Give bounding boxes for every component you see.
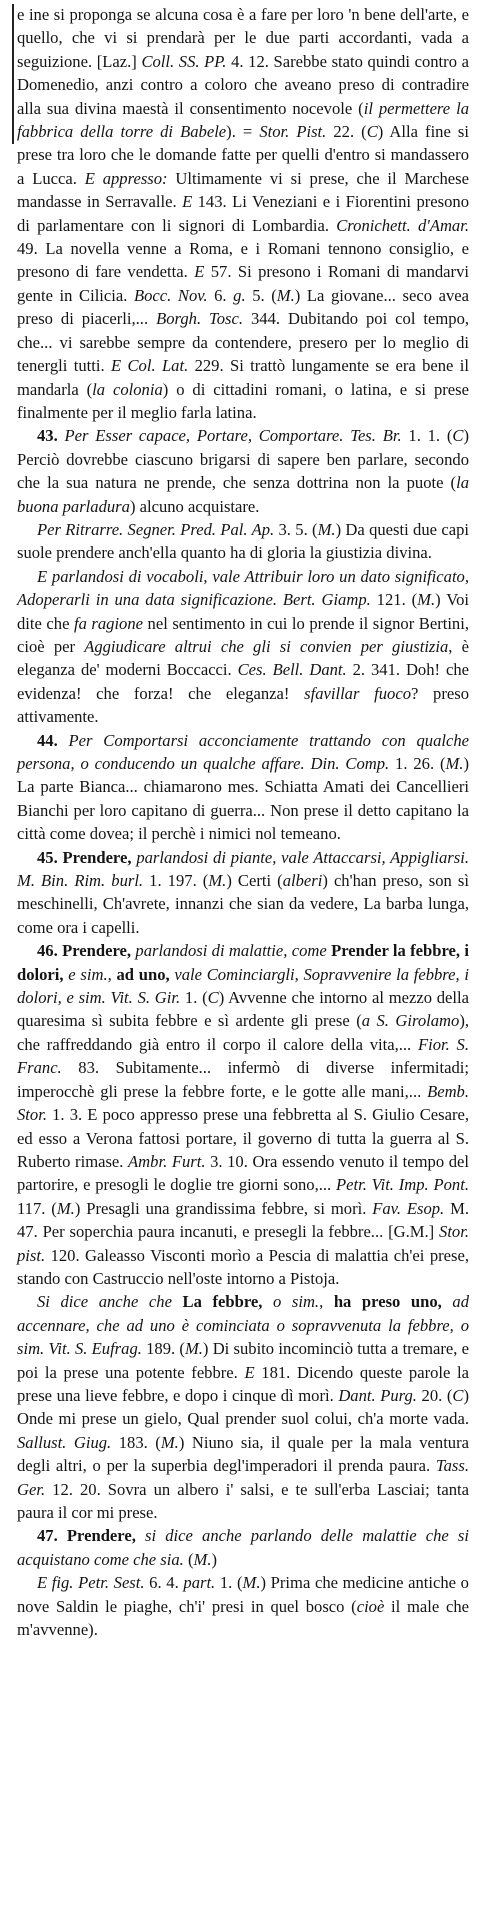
italic-text: M. xyxy=(445,754,464,773)
italic-text: M. xyxy=(242,1573,261,1593)
body-text: ( xyxy=(183,1549,194,1569)
body-text: ) alcuno acquistare. xyxy=(129,496,260,516)
body-text: ) o di cittadini romani, o latina, e si prese finalmente per il meglio farla latina. xyxy=(17,379,469,422)
italic-text: Fior. S. Franc. xyxy=(17,1034,469,1078)
italic-text: E Col. Lat. xyxy=(110,356,189,376)
italic-text: E parlandosi di vocaboli, vale Attribuir loro un dato significato, Adoperarli in una data significazione. Bert. Giamp. xyxy=(17,566,469,610)
headword: La febbre, xyxy=(171,1292,273,1312)
italic-text: si dice anche parlando delle malattie che si acquistano come che sia. xyxy=(17,1526,469,1569)
body-text: 1. ( xyxy=(215,1573,243,1593)
entry-paragraph xyxy=(17,424,469,518)
italic-text: Ambr. Furt. xyxy=(128,1151,206,1171)
column-rule xyxy=(12,4,14,144)
body-text: 1. 197. ( xyxy=(143,871,209,891)
body-text: ) Certi ( xyxy=(226,871,283,891)
body-text: ) Avvenne che intorno al mezzo della quaresima sì subita febbre e sì ardente gli prese ( xyxy=(17,988,469,1031)
dictionary-entries xyxy=(17,3,469,1641)
headword: ha preso uno, xyxy=(323,1292,453,1312)
body-text: 183. ( xyxy=(111,1432,161,1452)
body-text: 121. ( xyxy=(370,590,418,610)
italic-text: Per Ritrarre. Segner. Pred. Pal. Ap. xyxy=(37,519,275,539)
italic-text: Fav. Esop. xyxy=(372,1198,445,1218)
italic-text: E xyxy=(182,192,193,212)
body-text: 229. Si trattò lungamente se era bene il mandarla ( xyxy=(17,356,469,399)
headword: Prender la febbre, i dolori, xyxy=(17,941,470,984)
body-text: ) Da questi due capi suole prendere anch'ella quanto ha di gloria la giustizia divina. xyxy=(17,519,469,563)
italic-text: Cronichett. d'Amar. xyxy=(336,215,469,235)
italic-text: la buona parladura xyxy=(17,473,469,516)
italic-text: E xyxy=(244,1362,255,1382)
italic-text: E appresso: xyxy=(84,168,168,188)
body-text: il male che m'avvenne). xyxy=(17,1596,469,1640)
italic-text: M. xyxy=(56,1198,75,1218)
body-text: 22. ( xyxy=(326,122,367,142)
headword: 45. Prendere, xyxy=(37,847,137,867)
body-text: ) Niuno sia, il quale per la mala ventura degli altri, o per la superbia degl'imperadori il prenda paura. xyxy=(17,1432,469,1476)
italic-text: C xyxy=(452,426,464,446)
body-text: 20. ( xyxy=(416,1385,453,1405)
italic-text: a S. Girolamo xyxy=(361,1011,460,1031)
italic-text: il permettere la fabbrica della torre di Babele xyxy=(17,98,469,142)
body-text: ) Presagli una grandissima febbre, si morì. xyxy=(74,1198,373,1218)
body-text: 117. ( xyxy=(17,1198,57,1218)
body-text: 3. 5. ( xyxy=(274,519,318,539)
italic-text: sfavillar fuoco xyxy=(304,683,411,703)
italic-text: parlandosi di piante, vale Attaccarsi, Appigliarsi. M. Bin. Rim. burl. xyxy=(17,847,469,891)
italic-text: cioè xyxy=(356,1596,385,1616)
italic-text: M. xyxy=(193,1549,212,1569)
italic-text: la colonia xyxy=(92,379,163,399)
headword: 43. xyxy=(37,426,65,446)
body-text: 120. Galeasso Visconti morìo a Pescia di malattia ch'ei prese, stando con Castruccio nell'oste intorno a Pistoja. xyxy=(17,1245,469,1288)
body-text: 57. Si presono i Romani di mandarvi gente in Cilicia. xyxy=(17,262,469,305)
italic-text: parlandosi di malattie, come xyxy=(135,941,327,961)
body-text: e ine si proponga se alcuna cosa è a fare per loro 'n bene dell'arte, e quello, che vi si prendarà per le due parti accordanti, vada a seguizione. [Laz.] xyxy=(17,5,469,71)
body-text: 344. Dubitando poi col tempo, che... vi sarebbe sempre da contendere, presero per lo meglio di tenergli tutti. xyxy=(17,309,470,376)
italic-text: Aggiudicare altrui che gli si convien per giustizia xyxy=(84,636,449,656)
body-text: ) La parte Bianca... chiamarono mes. Schiatta Amati dei Cancellieri Bianchi per loro capitano di guerra... Non prese il detto capitano la città come dovea; il perchè i nimici nol temeano. xyxy=(17,754,469,844)
entry-paragraph xyxy=(17,1571,469,1641)
italic-text: M. xyxy=(276,285,295,305)
body-text: ) Di subito incominciò tutta a tremare, e poi la prese una potente febbre. xyxy=(17,1339,469,1382)
body-text: ) Alla fine si prese tra loro che le domande fatte per quelli d'entro si mandassero a Lucca. xyxy=(17,122,469,188)
body-text: ) Prima che medicine antiche o nove Saldin le piaghe, ch'i' presi in quel bosco ( xyxy=(17,1573,469,1616)
body-text: 1. ( xyxy=(180,988,208,1008)
headword: 44. xyxy=(37,730,69,750)
body-text: 83. Subitamente... infermò di diverse infermitadi; imperocchè gli prese la febbre forte, e le gotte alle mani,... xyxy=(17,1058,469,1101)
entry-paragraph xyxy=(17,1524,469,1571)
italic-text: fa ragione xyxy=(73,613,144,633)
body-text: 181. Dicendo queste parole la prese una lieve febbre, e dopo i cinque dì morì. xyxy=(17,1362,470,1405)
body-text: 1. 3. E poco appresso prese una febbretta al S. Giulio Cesare, ed esso a Verona fattosi portare, il governo di tutta la guerra al S. Ruberto rimase. xyxy=(17,1105,469,1171)
italic-text: g. xyxy=(233,285,246,305)
italic-text: o sim., xyxy=(273,1292,324,1312)
italic-text: C xyxy=(366,122,378,142)
italic-text: Petr. Vit. Imp. Pont. xyxy=(336,1175,469,1195)
italic-text: part. xyxy=(183,1573,216,1593)
body-text: 6. 4. xyxy=(144,1573,184,1593)
entry-paragraph xyxy=(17,565,469,729)
italic-text: C xyxy=(452,1385,464,1405)
headword: 47. Prendere, xyxy=(37,1526,146,1546)
italic-text: Si dice anche che xyxy=(37,1292,172,1312)
body-text: , è eleganza de' moderni Boccacci. xyxy=(17,636,469,680)
entry-paragraph xyxy=(17,1290,469,1524)
italic-text: E fig. Petr. Sest. xyxy=(37,1573,145,1593)
body-text: ? preso attivamente. xyxy=(17,683,469,727)
italic-text: Per Comportarsi acconciamente trattando con qualche persona, o conducendo un qualche affare. Din. Comp. xyxy=(17,730,470,773)
body-text: Ultimamente vi si prese, che il Marchese mandasse in Serravalle. xyxy=(17,168,469,212)
body-text: 49. La novella venne a Roma, e i Romani tennono consiglio, e presono di fare vendetta. xyxy=(17,239,469,282)
italic-text: M. xyxy=(184,1339,203,1359)
entry-paragraph xyxy=(17,3,469,424)
body-text: 4. 12. Sarebbe stato quindi contro a Domenedio, anzi contro a coloro che aveano preso di contradire alla sua divina maestà il consentimento nocevole ( xyxy=(17,51,469,118)
italic-text: Bemb. Stor. xyxy=(17,1081,469,1125)
italic-text: ad accennare, che ad uno è cominciata o sopravvenuta la febbre, o sim. Vit. S. Eufrag. xyxy=(17,1292,470,1359)
entry-paragraph xyxy=(17,939,469,1290)
headword: ad uno, xyxy=(111,964,175,984)
body-text: 2. 341. Doh! che evidenza! che forza! che eleganza! xyxy=(17,660,469,703)
body-text: ). = xyxy=(226,122,260,142)
italic-text: E xyxy=(194,262,205,282)
entry-paragraph xyxy=(17,729,469,846)
entry-paragraph xyxy=(17,846,469,940)
body-text: nel sentimento in cui lo prende il signor Bertini, cioè per xyxy=(17,613,469,656)
italic-text: Dant. Purg. xyxy=(338,1385,417,1405)
body-text: 6. xyxy=(207,285,234,305)
body-text: 143. Li Veneziani e i Fiorentini presono di parlamentare con li signori di Lombardia. xyxy=(17,192,469,235)
body-text: 1. 26. ( xyxy=(389,754,446,773)
body-text: ) ch'han preso, son sì meschinelli, Ch'avrete, innanzi che sian da vedere, La barba lunga, come ora i capelli. xyxy=(17,871,469,937)
body-text: ) La giovane... seco avea preso di piacerli,... xyxy=(17,285,469,329)
italic-text: Per Esser capace, Portare, Comportare. Tes. Br. xyxy=(64,426,402,446)
italic-text: Tass. Ger. xyxy=(17,1456,469,1499)
italic-text: Borgh. Tosc. xyxy=(156,309,244,329)
body-text: 189. ( xyxy=(141,1339,185,1359)
entry-paragraph xyxy=(17,518,469,565)
italic-text: Ces. Bell. Dant. xyxy=(237,660,347,680)
italic-text: M. xyxy=(417,590,436,610)
italic-text: Bocc. Nov. xyxy=(134,285,208,305)
body-text: 5. ( xyxy=(245,285,277,305)
body-text: ) xyxy=(211,1549,218,1569)
body-text: ), che raffreddando già entro il corpo il calore della vita,... xyxy=(17,1011,469,1054)
italic-text: Stor. pist. xyxy=(17,1222,469,1265)
body-text: 12. 20. Sovra un albero i' salsi, e te sull'erba Lasciai; tanta paura il cor mi prese. xyxy=(17,1479,469,1522)
headword: 46. Prendere, xyxy=(37,941,136,961)
italic-text: alberi xyxy=(282,871,323,891)
body-text: ) Voi dite che xyxy=(17,590,469,633)
italic-text: Stor. Pist. xyxy=(259,122,327,142)
italic-text: vale Cominciargli, Sopravvenire la febbre, i dolori, e sim. Vit. S. Gir. xyxy=(17,964,469,1008)
italic-text: C xyxy=(207,988,219,1008)
body-text: 3. 10. Ora essendo venuto il tempo del partorire, e presogli le doglie tre giorni sono,... xyxy=(17,1151,470,1195)
body-text: ) Onde mi prese un gielo, Qual prender suol colui, ch'a morte vada. xyxy=(17,1385,469,1429)
italic-text: M. xyxy=(317,519,336,539)
body-text: M. 47. Per soperchia paura incanuti, e presegli la febbre... [G.M.] xyxy=(17,1198,469,1242)
italic-text: M. xyxy=(208,871,227,891)
body-text: ) Perciò dovrebbe ciascuno brigarsi di sapere ben parlare, secondo che la sua natura ne prende, che senza dottrina non la puote ( xyxy=(17,426,469,493)
italic-text: Sallust. Giug. xyxy=(17,1432,112,1452)
italic-text: M. xyxy=(160,1432,179,1452)
italic-text: e sim., xyxy=(68,964,112,984)
italic-text: Coll. SS. PP. xyxy=(141,51,227,71)
body-text: 1. 1. ( xyxy=(401,426,453,446)
